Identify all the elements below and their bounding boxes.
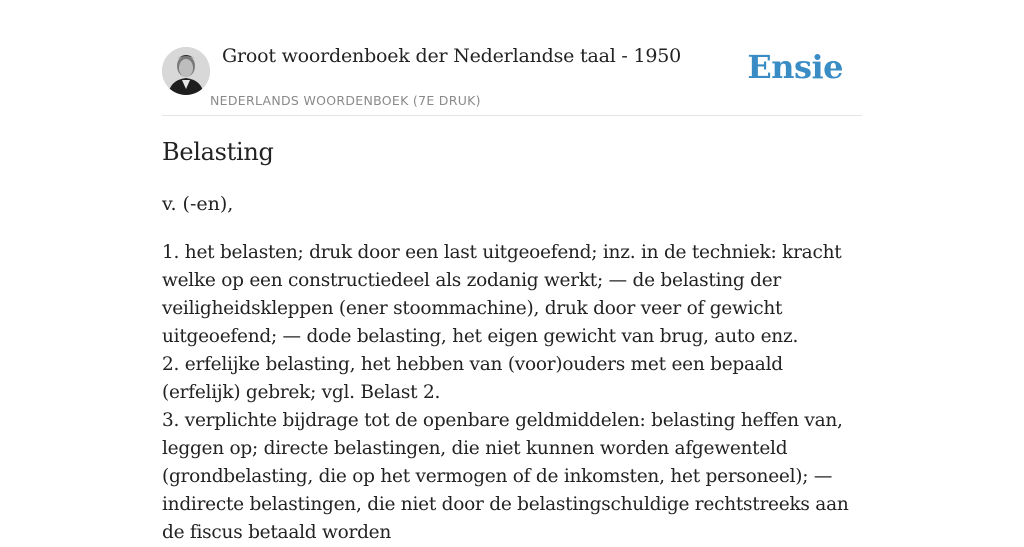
dictionary-title[interactable]: Groot woordenboek der Nederlandse taal - 1950 bbox=[222, 45, 682, 67]
entry-headword: Belasting bbox=[162, 138, 274, 166]
grammar-info: v. (-en), bbox=[162, 193, 234, 215]
ensie-logo-link[interactable]: Ensie bbox=[747, 48, 843, 86]
sense-2: 2. erfelijke belasting, het hebben van (voor)ouders met een bepaald (erfelijk) gebrek; vgl. Belast 2. bbox=[162, 354, 783, 403]
dictionary-subtitle[interactable]: NEDERLANDS WOORDENBOEK (7E DRUK) bbox=[210, 93, 481, 108]
sense-3: 3. verplichte bijdrage tot de openbare geldmiddelen: belasting heffen van, leggen op; directe belastingen, die niet kunnen worden afgewenteld (grondbelasting, die op het vermogen of de inkomsten, het personeel); — indirecte belastingen, die niet door de belastingschuldige rechtstreeks aan de fiscus betaald worden bbox=[162, 410, 849, 543]
page bbox=[162, 0, 862, 543]
author-portrait[interactable] bbox=[162, 47, 210, 95]
definition-body bbox=[162, 239, 866, 547]
sense-1: 1. het belasten; druk door een last uitgeoefend; inz. in de techniek: kracht welke op een constructiedeel als zodanig werkt; — de belasting der veiligheidskleppen (ener stoommachine), druk door veer of gewicht uitgeoefend; — dode belasting, het eigen gewicht van brug, auto enz. bbox=[162, 242, 842, 347]
source-header bbox=[162, 0, 862, 116]
portrait-image bbox=[162, 47, 210, 95]
